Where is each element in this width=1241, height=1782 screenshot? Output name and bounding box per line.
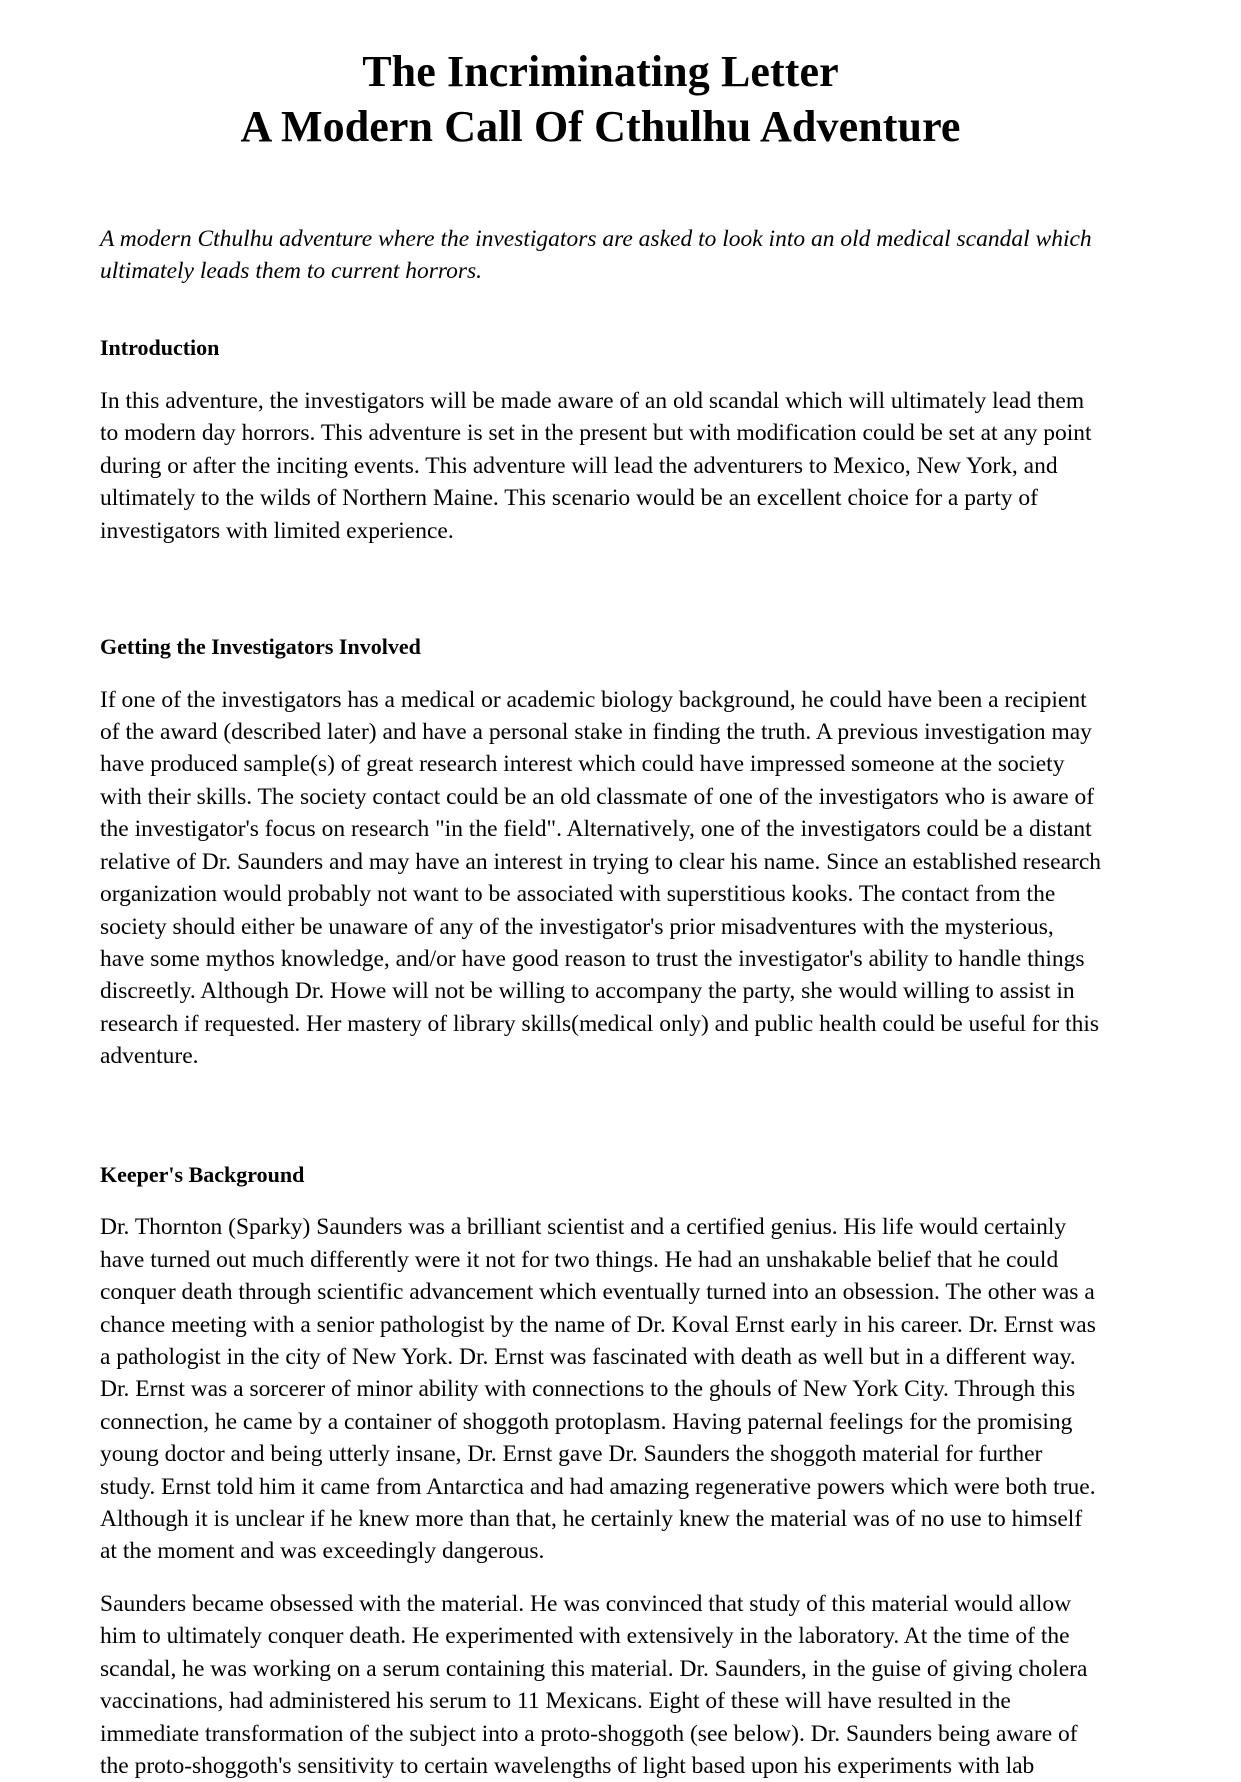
spacer	[100, 662, 1101, 684]
page-title	[100, 44, 1101, 155]
spacer	[100, 1189, 1101, 1211]
spacer	[100, 547, 1101, 633]
section-heading-keepers-background: Keeper's Background	[100, 1161, 305, 1187]
title-line-secondary: A Modern Call Of Cthulhu Adventure	[240, 102, 961, 152]
abstract-text: A modern Cthulhu adventure where the investigators are asked to look into an old medical scandal which ultimately leads them to current horrors.	[100, 225, 1092, 284]
section-paragraph: If one of the investigators has a medical or academic biology background, he could have been a recipient of the award (described later) and have a personal stake in finding the truth. A previous investigation may have produced sample(s) of great research interest which could have impressed someone at the society with their skills. The society contact could be an old classmate of one of the investigators who is aware of the investigator's focus on research "in the field". Alternatively, one of the investigators could be a distant relative of Dr. Saunders and may have an interest in trying to clear his name. Since an established research organization would probably not want to be associated with superstitious kooks. The contact from the society should either be unaware of any of the investigator's prior misadventures with the mysterious, have some mythos knowledge, and/or have good reason to trust the investigator's ability to handle things discreetly. Although Dr. Howe will not be willing to accompany the party, she would willing to assist in research if requested. Her mastery of library skills(medical only) and public health could be useful for this adventure.	[100, 686, 1102, 1070]
section-heading-introduction: Introduction	[100, 335, 220, 361]
section-paragraph: Dr. Thornton (Sparky) Saunders was a brilliant scientist and a certified genius. His life would certainly have turned out much differently were it not for two things. He had an unshakable belief that he could conquer death through scientific advancement which eventually turned into an obsession. The other was a chance meeting with a senior pathologist by the name of Dr. Koval Ernst early in his career. Dr. Ernst was a pathologist in the city of New York. Dr. Ernst was fascinated with death as well but in a different way. Dr. Ernst was a sorcerer of minor ability with connections to the ghouls of New York City. Through this connection, he came by a container of shoggoth protoplasm. Having paternal feelings for the promising young doctor and being utterly insane, Dr. Ernst gave Dr. Saunders the shoggoth material for further study. Ernst told him it came from Antarctica and had amazing regenerative powers which were both true. Although it is unclear if he knew more than that, he certainly knew the material was of no use to himself at the moment and was exceedingly dangerous.	[100, 1214, 1096, 1565]
spacer	[100, 1568, 1101, 1588]
section-paragraph: In this adventure, the investigators will be made aware of an old scandal which will ultimately lead them to modern day horrors. This adventure is set in the present but with modification could be set at any point during or after the inciting events. This adventure will lead the adventurers to Mexico, New York, and ultimately to the wilds of Northern Maine. This scenario would be an excellent choice for a party of investigators with limited experience.	[100, 387, 1092, 544]
section-paragraph: Saunders became obsessed with the material. He was convinced that study of this material would allow him to ultimately conquer death. He experimented with extensively in the laboratory. At the time of the scandal, he was working on a serum containing this material. Dr. Saunders, in the guise of giving cholera vaccinations, had administered his serum to 11 Mexicans. Eight of these will have resulted in the immediate transformation of the subject into a proto-shoggoth (see below). Dr. Saunders being aware of the proto-shoggoth's sensitivity to certain wavelengths of light based upon his experiments with lab	[100, 1590, 1088, 1780]
spacer	[100, 363, 1101, 385]
spacer	[100, 287, 1101, 334]
spacer	[100, 1073, 1101, 1161]
section-heading-getting-the-investigators-involved: Getting the Investigators Involved	[100, 634, 421, 660]
title-line-primary: The Incriminating Letter	[362, 47, 839, 96]
